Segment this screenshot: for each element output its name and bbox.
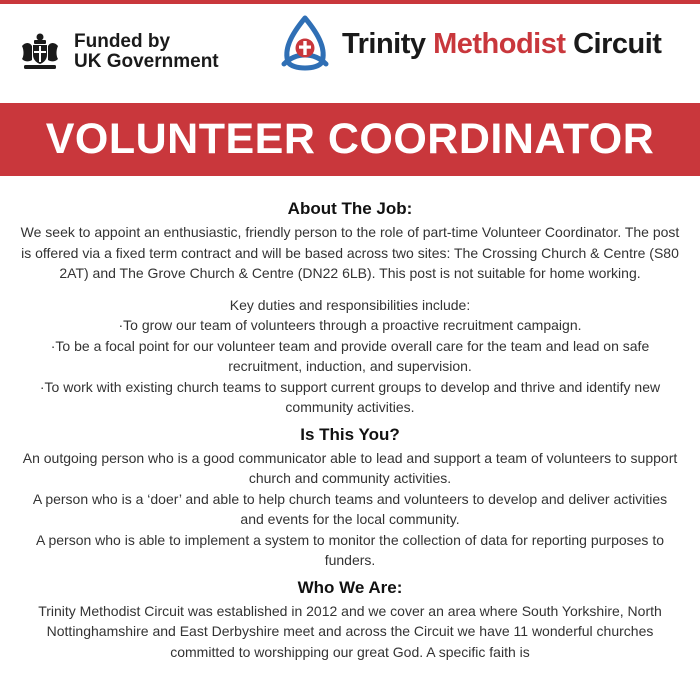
duty-item-1: ·To grow our team of volunteers through a proactive recruitment campaign. xyxy=(118,317,582,333)
duty-item-2: ·To be a focal point for our volunteer team and provide overall care for the team and lead on safe recruitment, induction, and supervision. xyxy=(50,337,650,374)
duty-item-3: ·To work with existing church teams to support current groups to develop and thrive and identify new community activities. xyxy=(39,378,661,415)
title-banner xyxy=(0,103,700,176)
about-intro: We seek to appoint an enthusiastic, friendly person to the role of part-time Volunteer Coordinator. The post is offered via a fixed term contract and will be based across two sites: The Crossing Church & Centre (S80 2AT) and The Grove Church & Centre (DN22 6LB). This post is not suitable for home working. xyxy=(20,224,680,281)
circuit-logo-group xyxy=(274,14,661,74)
who-we-are-heading: Who We Are: xyxy=(297,577,403,597)
candidate-point-3: A person who is able to implement a system to monitor the collection of data for reporting purposes to funders. xyxy=(36,531,664,568)
job-title: VOLUNTEER COORDINATOR xyxy=(45,115,655,163)
candidate-point-1: An outgoing person who is a good communicator able to lead and support a team of volunteers to support church and community activities. xyxy=(22,449,678,486)
royal-coat-of-arms-icon xyxy=(18,32,62,72)
about-heading: About The Job: xyxy=(287,199,413,218)
is-this-you-heading: Is This You? xyxy=(300,424,400,444)
uk-government-funding-logo xyxy=(18,30,219,74)
header xyxy=(0,4,700,103)
duties-intro: Key duties and responsibilities include: xyxy=(229,296,471,313)
circuit-name-circuit: Circuit xyxy=(573,27,662,60)
circuit-name-trinity: Trinity xyxy=(342,27,434,60)
job-description xyxy=(20,196,680,662)
funder-text xyxy=(74,32,219,72)
circuit-name-methodist: Methodist xyxy=(433,27,566,60)
funder-line-2: UK Government xyxy=(74,51,219,72)
who-we-are-text: Trinity Methodist Circuit was established in 2012 and we cover an area where South Yorkshire, North Nottinghamshire and East Derbyshire meet and across the Circuit we have 11 wonderful churches committed to worshipping our great God. A specific faith is xyxy=(38,602,662,660)
circuit-name xyxy=(342,28,661,61)
candidate-point-2: A person who is a ‘doer’ and able to help church teams and volunteers to develop and deliver activities and events for the local community. xyxy=(32,490,668,527)
funder-line-1: Funded by xyxy=(74,31,171,52)
trinity-circuit-logo-icon xyxy=(274,14,336,74)
